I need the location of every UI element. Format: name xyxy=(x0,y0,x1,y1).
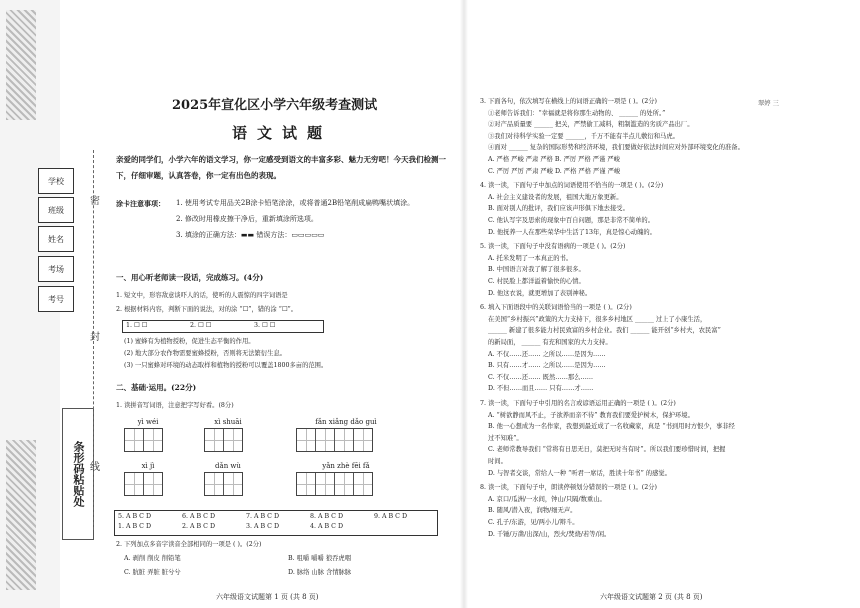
answer-opt-5[interactable]: 5. A B C D xyxy=(118,513,152,520)
stub-room: 考场 xyxy=(38,256,74,282)
question-detail-line: B. 他一心想成为一名作家，我想到最近成了一名收藏家，真是 “书到用时方恨少，事非经 xyxy=(488,423,735,431)
page-2-footer: 六年级语文试题第 2 页 (共 8 页) xyxy=(600,593,703,601)
section-2-title: 二、基础·运用。(22分) xyxy=(116,383,197,392)
barcode-area: 条形码粘贴处 xyxy=(62,408,94,540)
question-line: 7. 读一读，下面句子中引用的名言或谚语运用正确的一项是 ( )。(2分) xyxy=(480,400,676,407)
question-detail-line: C. 老师常教导我们 “常将有日思无日，莫把无时当有时”。所以我们要珍惜时间，把握 xyxy=(488,446,726,454)
pinyin-2: xì shuāi xyxy=(214,418,242,426)
pinyin-4: xì jì xyxy=(141,462,155,470)
q2-opt-3[interactable]: 3. ☐ ☐ xyxy=(254,322,276,329)
question-2: 2. 根据材料内容，判断下面的说法，对的涂 “☐”，错的涂 “☐”。 xyxy=(116,306,298,313)
answer-opt-8[interactable]: 8. A B C D xyxy=(310,513,344,520)
note-2: 2. 修改时用橡皮擦干净后，重新填涂所选项。 xyxy=(176,215,318,223)
question-line: 4. 读一读，下面句子中加点的词语使用不恰当的一项是 ( )。(2分) xyxy=(480,182,664,190)
q2-item-3: (3) 一只蜜蜂对环境的动态取样和植物的授粉可以覆盖1800多亩的范围。 xyxy=(124,362,328,369)
question-detail-line: C. 孔子/东游，见/两小儿/辩斗。 xyxy=(488,519,579,526)
section-1-title: 一、用心听老师读一段话，完成练习。(4分) xyxy=(116,273,264,282)
stub-class: 班级 xyxy=(38,197,74,223)
corner-note: 翠婷 三 xyxy=(758,100,779,107)
seal-char-mi: 密 xyxy=(90,196,100,207)
question-detail-line: A. 社会主义建设者的发展，祖国大地万象更新。 xyxy=(488,193,623,201)
question-detail-line: D. 与智者交谈，常给人一种 “听君一席话，胜读十年书” 的感觉。 xyxy=(488,469,671,477)
question-4: 2. 下列加点多音字读音全部相同的一项是 ( )。(2分) xyxy=(116,541,262,548)
exam-title: 2025年宣化区小学六年级考查测试 xyxy=(172,98,378,113)
stub-name: 姓名 xyxy=(38,226,74,252)
question-detail-line: D. 不但……而且…… 只有……才…… xyxy=(488,385,594,393)
q4-opt-c: C. 肮脏 弄脏 脏兮兮 xyxy=(124,569,181,576)
question-detail-line: ②对产品质量要 ______ 把关，严禁偷工减料，粗制滥造的劣质产品出厂。 xyxy=(488,121,694,129)
question-detail-line: D. 他这衣说，就更增加了表别神秘。 xyxy=(488,289,592,297)
question-detail-line: 时间。 xyxy=(488,458,507,465)
writing-box-1[interactable] xyxy=(124,428,163,452)
pinyin-1: yì wéi xyxy=(137,418,159,426)
question-detail-line: B. 中国语言对我了解了很多很多。 xyxy=(488,266,585,274)
question-line: 5. 读一读，下面句子中没有语病的一项是 ( )。(2分) xyxy=(480,243,626,251)
answer-opt-1[interactable]: 1. A B C D xyxy=(118,523,152,530)
question-detail-line: B. 随风/潜入夜，润物/细无声。 xyxy=(488,507,577,515)
q2-opt-2[interactable]: 2. ☐ ☐ xyxy=(190,322,212,329)
question-detail-line: C. 村民脸上都洋溢着愉快的心情。 xyxy=(488,278,585,285)
scan-texture xyxy=(6,10,36,120)
answer-opt-9[interactable]: 9. A B C D xyxy=(374,513,408,520)
page-1-footer: 六年级语文试题第 1 页 (共 8 页) xyxy=(216,593,319,601)
question-detail-line: A. 托米发明了一本真正的书。 xyxy=(488,254,573,262)
question-detail-line: ④面对 ______ 复杂的国际形势和经济环境，我们要做好依法时间应对外部环境变化的准备。 xyxy=(488,144,744,152)
question-line: 3. 下面各句，依次填写在横线上的词语正确的一项是 ( )。(2分) xyxy=(480,98,657,105)
pinyin-6: yǎn zhè fēi fǎ xyxy=(322,462,370,470)
q2-item-1: (1) 蜜蜂有为植物授粉，促进生态平衡的作用。 xyxy=(124,338,255,345)
writing-box-6[interactable] xyxy=(296,472,373,496)
q2-answer-box[interactable] xyxy=(122,320,324,333)
pinyin-5: dǎn wù xyxy=(215,462,241,470)
note-3: 3. 填涂的正确方法：▬▬ 错误方法：▭▭▭▭▭ xyxy=(176,231,325,239)
question-detail-line: ①老师告诉我们：“幸福就是将你那生动物的、 ______ 的处所。” xyxy=(488,109,666,117)
question-detail-line: A. “树欲静而风不止，子欲养而亲不待” 教育我们要爱护树木，保护环境。 xyxy=(488,411,694,419)
q4-opt-b: B. 咀嚼 嚼嚼 狼吞虎咽 xyxy=(288,555,352,562)
question-line: 6. 填入下面语段中的关联词语恰当的一项是 ( )。(2分) xyxy=(480,304,632,312)
question-detail-line: 过不知难”。 xyxy=(488,434,523,442)
question-3: 1. 读拼音写词语，注意把字写好看。(8分) xyxy=(116,402,234,409)
seal-char-xian: 线 xyxy=(90,462,100,473)
question-detail-line: B. 面对别人的批评，我们应该声形俱下地去接受。 xyxy=(488,205,629,213)
answer-opt-7[interactable]: 7. A B C D xyxy=(246,513,280,520)
writing-box-3[interactable] xyxy=(296,428,373,452)
scan-texture xyxy=(6,440,36,590)
writing-box-2[interactable] xyxy=(204,428,243,452)
question-detail-line: ______ 新建了很多能力村民致富的乡村企业。我们 ______ 能开创“乡村夫，农民富” xyxy=(488,327,721,335)
question-detail-line: ③我们对待科学实验一定要 ______，千万不能有半点儿敷衍和马虎。 xyxy=(488,132,679,140)
question-line: 8. 读一读，下面句子中，朗读停顿划分错误的一项是 ( )。(2分) xyxy=(480,484,657,492)
answer-opt-3[interactable]: 3. A B C D xyxy=(246,523,280,530)
stub-number: 考号 xyxy=(38,286,74,312)
question-detail-line: A. 不仅……还…… 之所以……是因为…… xyxy=(488,350,606,358)
question-detail-line: B. 只有……才…… 之所以……是因为…… xyxy=(488,362,606,370)
question-detail-line: 在美国“乡村振兴”政策的大力支持下，很多乡村地区 ______ 过上了小康生活， xyxy=(488,315,707,323)
q4-opt-a: A. 剥削 削皮 削铅笔 xyxy=(124,555,181,562)
question-detail-line: C. 不仅……还…… 既然……那么…… xyxy=(488,373,594,381)
answer-opt-6[interactable]: 6. A B C D xyxy=(182,513,216,520)
answer-opt-2[interactable]: 2. A B C D xyxy=(182,523,216,530)
question-detail-line: D. 他抚养一人在那些荣华中生活了13年，真是惊心动魄的。 xyxy=(488,228,656,236)
q2-item-2: (2) 地大部分农作物需要蜜蜂授粉，否则将无法繁衍生息。 xyxy=(124,350,287,357)
question-detail-line: D. 千锤/万凿/出深/山，烈火/焚烧/若等/闲。 xyxy=(488,530,611,538)
question-detail-line: C. 他认写字及思索的现象中百自问题，那是非常不简单的。 xyxy=(488,217,655,224)
notes-label: 涂卡注意事项： xyxy=(116,199,165,208)
seal-line xyxy=(93,150,94,530)
page-fold xyxy=(460,0,468,608)
answer-opt-4[interactable]: 4. A B C D xyxy=(310,523,344,530)
q4-opt-d: D. 脉络 山脉 含情脉脉 xyxy=(288,569,352,576)
question-detail-line: 的新局面， ______ 有充和国家的大力支持。 xyxy=(488,339,612,346)
seal-char-feng: 封 xyxy=(90,332,100,343)
note-1: 1. 使用考试专用品关2B涂卡铅笔涂涂，或将普通2B铅笔削成扁鸭嘴状填涂。 xyxy=(176,199,415,207)
question-detail-line: A. 京口/瓜洲/一水间，钟山/只隔/数重山。 xyxy=(488,495,606,503)
pinyin-3: fǎn xiǎng dǎo guì xyxy=(315,418,377,426)
question-detail-line: A. 严格 严峻 严肃 严格 B. 严厉 严格 严谨 严峻 xyxy=(488,156,620,163)
stub-school: 学校 xyxy=(38,168,74,194)
question-1: 1. 短文中，形容敌意谈吓人的话，使听的人震惊的四字词语是 xyxy=(116,292,288,299)
subject-title: 语文试题 xyxy=(232,124,333,142)
writing-box-5[interactable] xyxy=(204,472,243,496)
q2-opt-1[interactable]: 1. ☐ ☐ xyxy=(126,322,148,329)
writing-box-4[interactable] xyxy=(124,472,163,496)
intro-text: 亲爱的同学们，小学六年的语文学习，你一定感受到语文的丰富多彩、魅力无穷吧！今天我们检测一下，仔细审题，认真答卷，你一定有出色的表现。 xyxy=(116,155,446,180)
question-detail-line: C. 严厉 严厉 严肃 严峻 D. 严格 严格 严谨 严峻 xyxy=(488,167,621,175)
